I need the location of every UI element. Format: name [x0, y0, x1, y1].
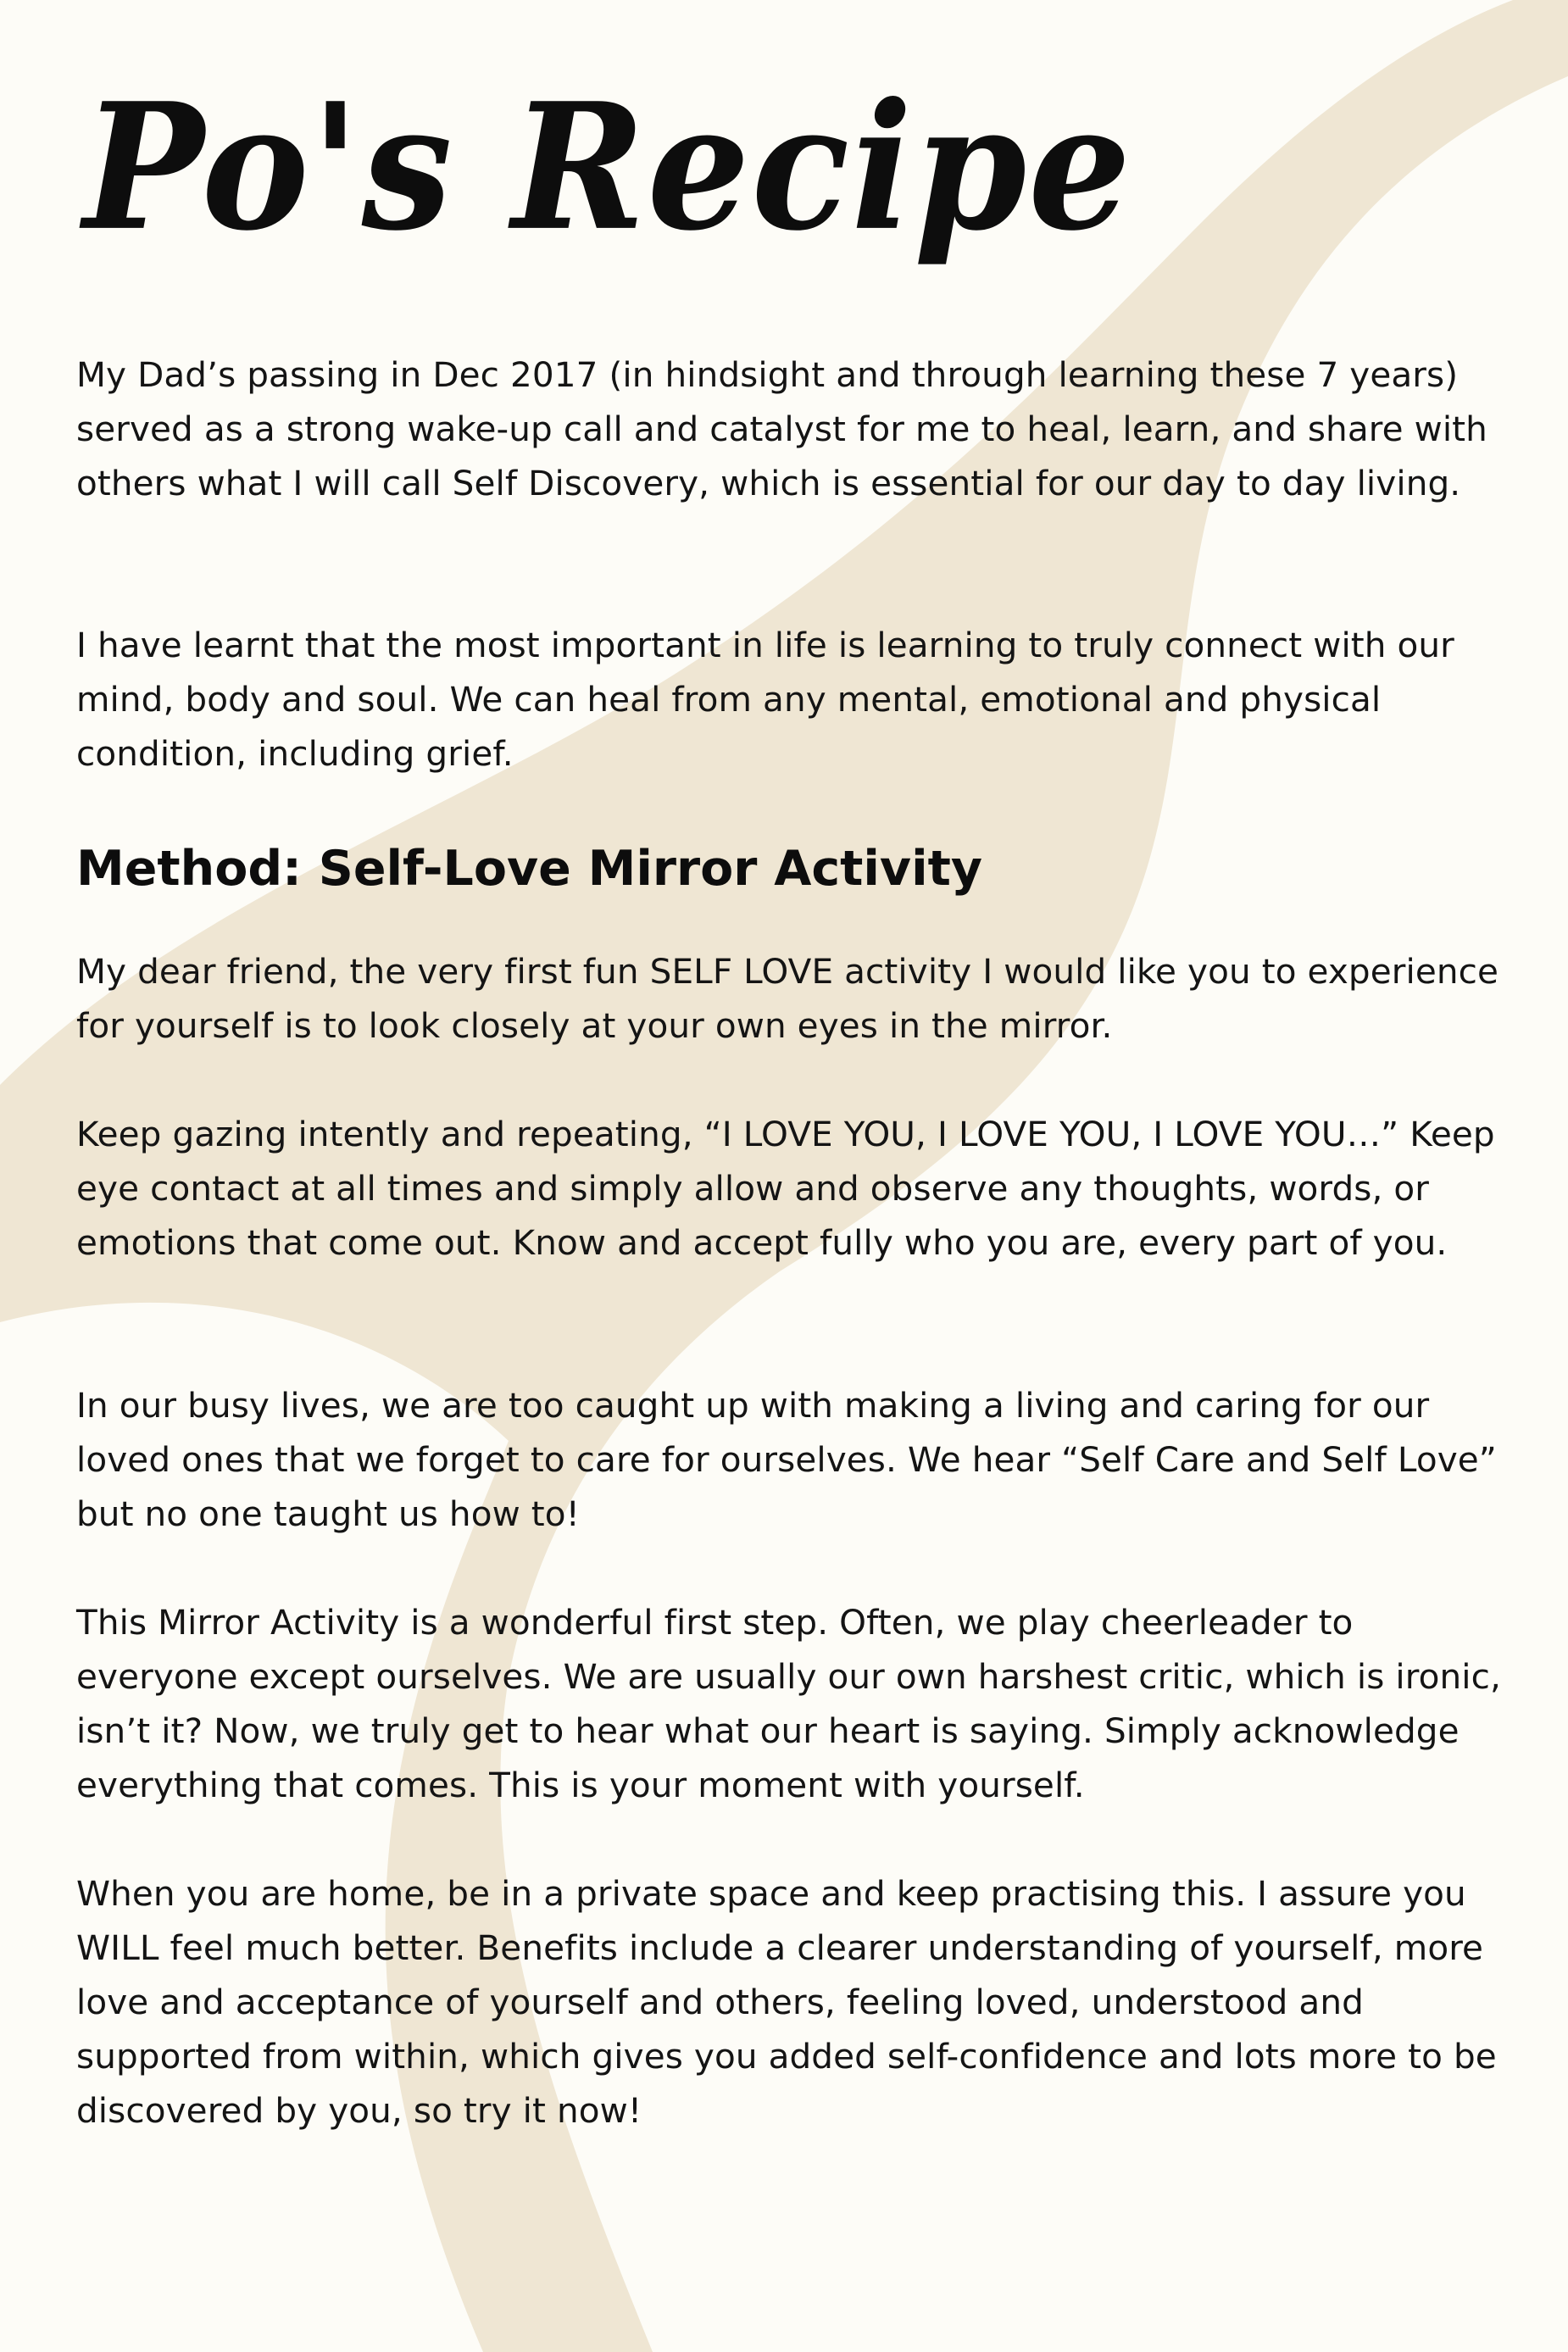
- method-paragraph-1: My dear friend, the very first fun SELF LOVE activity I would like you to experience for yourself is to look closely at your own eyes in the mirror.: [76, 951, 1499, 1046]
- intro-paragraph-2: I have learnt that the most important in life is learning to truly connect with our mind, body and soul. We can heal from any mental, emotional and physical condition, including grief.: [76, 625, 1454, 774]
- method-paragraph-4: This Mirror Activity is a wonderful first step. Often, we play cheerleader to everyone except ourselves. We are usually our own harshest critic, which is ironic, isn’t it? Now, we truly get to hear what our heart is saying. Simply acknowledge everything that comes. This is your moment with yourself.: [76, 1602, 1501, 1805]
- method-paragraph-5: When you are home, be in a private space and keep practising this. I assure you WILL feel much better. Benefits include a clearer understanding of yourself, more love and acceptance of yourself and others, feeling loved, understood and supported from within, which gives you added self-confidence and lots more to be discovered by you, so try it now!: [76, 1873, 1497, 2131]
- method-paragraph-3: In our busy lives, we are too caught up with making a living and caring for our loved ones that we forget to care for ourselves. We hear “Self Care and Self Love” but no one taught us how to!: [76, 1385, 1497, 1534]
- page-title: Po's Recipe: [83, 64, 1133, 270]
- method-paragraph-2: Keep gazing intently and repeating, “I LOVE YOU, I LOVE YOU, I LOVE YOU…” Keep eye contact at all times and simply allow and observe any thoughts, words, or emotions that come out. Know and accept fully who you are, every part of you.: [76, 1114, 1495, 1263]
- method-heading: Method: Self-Love Mirror Activity: [76, 841, 983, 897]
- intro-paragraph-1: My Dad’s passing in Dec 2017 (in hindsight and through learning these 7 years) served as a strong wake-up call and catalyst for me to heal, learn, and share with others what I will call Self Discovery, which is essential for our day to day living.: [76, 354, 1487, 503]
